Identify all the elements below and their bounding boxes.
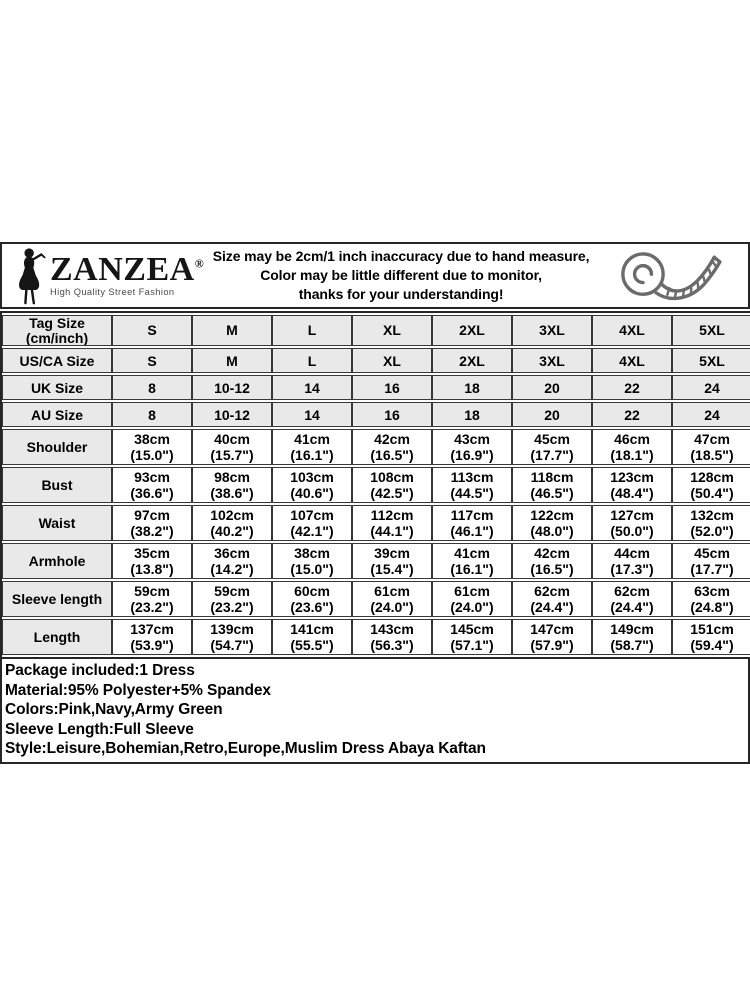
row-label-cell: Waist xyxy=(2,505,112,541)
cell-text: 141cm xyxy=(290,620,334,637)
row-label-cell: Armhole xyxy=(2,543,112,579)
cell-text: 132cm xyxy=(690,506,734,523)
size-value-cell: 18 xyxy=(432,375,512,400)
measure-value-cell xyxy=(672,581,750,617)
cell-text: US/CA Size xyxy=(19,352,95,369)
size-value-cell: 4XL xyxy=(592,348,672,373)
measure-value-cell xyxy=(272,543,352,579)
size-value-cell: L xyxy=(272,315,352,346)
tape-block xyxy=(598,246,748,306)
cell-text: 59cm xyxy=(134,582,170,599)
size-value-cell: 10-12 xyxy=(192,402,272,427)
cell-text: (42.5") xyxy=(370,485,414,501)
cell-text: 47cm xyxy=(694,430,730,447)
cell-text: (59.4") xyxy=(690,637,734,653)
size-value-cell: 24 xyxy=(672,375,750,400)
brand-name: ZANZEA® xyxy=(50,251,205,289)
cell-text: (40.6") xyxy=(290,485,334,501)
measure-value-cell xyxy=(432,581,512,617)
cell-text: (46.1") xyxy=(450,523,494,539)
cell-text: (14.2") xyxy=(210,561,254,577)
cell-text: (54.7") xyxy=(210,637,254,653)
size-table xyxy=(0,311,750,659)
cell-text: (16.5") xyxy=(370,447,414,463)
cell-text: (23.2") xyxy=(130,599,174,615)
cell-text: Tag Size xyxy=(29,315,85,331)
size-value-cell: 5XL xyxy=(672,348,750,373)
cell-text: (53.9") xyxy=(130,637,174,653)
notice-line-1: Size may be 2cm/1 inch inaccuracy due to hand measure, xyxy=(212,248,590,264)
cell-text: (17.7") xyxy=(690,561,734,577)
measure-value-cell xyxy=(192,505,272,541)
product-details xyxy=(0,659,750,764)
measure-value-cell xyxy=(592,581,672,617)
cell-text: (46.5") xyxy=(530,485,574,501)
cell-text: 128cm xyxy=(690,468,734,485)
measure-value-cell xyxy=(592,505,672,541)
measure-table-row xyxy=(2,543,750,579)
size-table-row xyxy=(2,402,750,427)
cell-text: 39cm xyxy=(374,544,410,561)
measure-value-cell xyxy=(512,505,592,541)
cell-text: (58.7") xyxy=(610,637,654,653)
cell-text: 45cm xyxy=(534,430,570,447)
size-value-cell: 3XL xyxy=(512,348,592,373)
measure-value-cell xyxy=(192,581,272,617)
size-value-cell: 3XL xyxy=(512,315,592,346)
size-value-cell: S xyxy=(112,348,192,373)
measure-value-cell xyxy=(432,505,512,541)
cell-text: (52.0") xyxy=(690,523,734,539)
cell-text: (44.5") xyxy=(450,485,494,501)
cell-text: (16.5") xyxy=(530,561,574,577)
cell-text: 41cm xyxy=(454,544,490,561)
registered-mark: ® xyxy=(194,257,205,272)
measure-table-row xyxy=(2,505,750,541)
product-detail-line: Material:95% Polyester+5% Spandex xyxy=(5,681,271,699)
cell-text: 40cm xyxy=(214,430,250,447)
header-notice-box xyxy=(0,242,750,309)
size-value-cell: 18 xyxy=(432,402,512,427)
cell-text: 38cm xyxy=(134,430,170,447)
cell-text: 147cm xyxy=(530,620,574,637)
cell-text: 117cm xyxy=(450,506,494,523)
cell-text: 107cm xyxy=(290,506,334,523)
cell-text: (57.1") xyxy=(450,637,494,653)
cell-text: (17.7") xyxy=(530,447,574,463)
cell-text: 139cm xyxy=(210,620,254,637)
size-value-cell: 14 xyxy=(272,375,352,400)
row-label-cell: Sleeve length xyxy=(2,581,112,617)
cell-text: 42cm xyxy=(534,544,570,561)
cell-text: UK Size xyxy=(30,379,84,396)
cell-text: 46cm xyxy=(614,430,650,447)
cell-text: 143cm xyxy=(370,620,414,637)
cell-text: 45cm xyxy=(694,544,730,561)
product-detail-line: Style:Leisure,Bohemian,Retro,Europe,Muslim Dress Abaya Kaftan xyxy=(5,740,486,758)
cell-text: (48.0") xyxy=(530,523,574,539)
cell-text: 61cm xyxy=(454,582,490,599)
measure-value-cell xyxy=(672,619,750,655)
measure-value-cell xyxy=(272,619,352,655)
cell-text: 41cm xyxy=(294,430,330,447)
cell-text: (36.6") xyxy=(130,485,174,501)
measure-value-cell xyxy=(112,505,192,541)
measure-value-cell xyxy=(672,543,750,579)
notice-line-3: thanks for your understanding! xyxy=(298,286,504,302)
size-value-cell: 22 xyxy=(592,402,672,427)
product-detail-line: Sleeve Length:Full Sleeve xyxy=(5,720,194,738)
row-label-cell xyxy=(2,375,112,400)
measure-value-cell xyxy=(352,505,432,541)
brand-logo-text xyxy=(50,253,204,297)
product-detail-line: Colors:Pink,Navy,Army Green xyxy=(5,701,223,719)
cell-text: (17.3") xyxy=(610,561,654,577)
measure-value-cell xyxy=(432,543,512,579)
row-label-cell: Length xyxy=(2,619,112,655)
cell-text: (23.6") xyxy=(290,599,334,615)
cell-text: (38.6") xyxy=(210,485,254,501)
size-value-cell: 14 xyxy=(272,402,352,427)
cell-text: 44cm xyxy=(614,544,650,561)
measure-value-cell xyxy=(672,505,750,541)
measure-value-cell xyxy=(352,429,432,465)
cell-text: (56.3") xyxy=(370,637,414,653)
cell-text: (50.4") xyxy=(690,485,734,501)
cell-text: (40.2") xyxy=(210,523,254,539)
measure-value-cell xyxy=(112,429,192,465)
cell-text: 102cm xyxy=(210,506,254,523)
size-table-row xyxy=(2,315,750,346)
size-value-cell: 8 xyxy=(112,375,192,400)
row-label-cell: Shoulder xyxy=(2,429,112,465)
size-value-cell: 2XL xyxy=(432,348,512,373)
notice-text xyxy=(204,247,598,304)
measure-value-cell xyxy=(112,467,192,503)
measure-value-cell xyxy=(272,505,352,541)
cell-text: (24.8") xyxy=(690,599,734,615)
cell-text: (23.2") xyxy=(210,599,254,615)
cell-text: 93cm xyxy=(134,468,170,485)
cell-text: (16.1") xyxy=(450,561,494,577)
measure-value-cell xyxy=(512,543,592,579)
cell-text: 38cm xyxy=(294,544,330,561)
size-value-cell: XL xyxy=(352,315,432,346)
cell-text: 112cm xyxy=(370,506,414,523)
cell-text: (15.0") xyxy=(290,561,334,577)
cell-text: 137cm xyxy=(130,620,174,637)
cell-text: (24.4") xyxy=(530,599,574,615)
table-wrap xyxy=(0,311,750,764)
measure-value-cell xyxy=(192,619,272,655)
size-value-cell: M xyxy=(192,348,272,373)
cell-text: 62cm xyxy=(614,582,650,599)
cell-text: (44.1") xyxy=(370,523,414,539)
row-label-cell xyxy=(2,402,112,427)
cell-text: 59cm xyxy=(214,582,250,599)
size-value-cell: 20 xyxy=(512,402,592,427)
measure-value-cell xyxy=(352,467,432,503)
cell-text: 63cm xyxy=(694,582,730,599)
size-table-row xyxy=(2,375,750,400)
cell-text: 98cm xyxy=(214,468,250,485)
brand-tagline: High Quality Street Fashion xyxy=(50,287,175,298)
cell-text: 35cm xyxy=(134,544,170,561)
size-table-row xyxy=(2,348,750,373)
measure-value-cell xyxy=(512,581,592,617)
measure-table-row xyxy=(2,581,750,617)
cell-text: (cm/inch) xyxy=(25,329,89,346)
measure-value-cell xyxy=(432,619,512,655)
measure-value-cell xyxy=(432,429,512,465)
size-value-cell: M xyxy=(192,315,272,346)
measure-table-row xyxy=(2,429,750,465)
measure-value-cell xyxy=(112,543,192,579)
cell-text: (13.8") xyxy=(130,561,174,577)
cell-text: 43cm xyxy=(454,430,490,447)
size-value-cell: 22 xyxy=(592,375,672,400)
size-value-cell: 16 xyxy=(352,375,432,400)
size-value-cell: 8 xyxy=(112,402,192,427)
cell-text: (24.0") xyxy=(370,599,414,615)
cell-text: 97cm xyxy=(134,506,170,523)
measure-value-cell xyxy=(432,467,512,503)
cell-text: 103cm xyxy=(290,468,334,485)
cell-text: 62cm xyxy=(534,582,570,599)
cell-text: (48.4") xyxy=(610,485,654,501)
cell-text: 118cm xyxy=(530,468,574,485)
woman-silhouette-icon xyxy=(14,247,48,305)
measure-value-cell xyxy=(272,429,352,465)
size-value-cell: 2XL xyxy=(432,315,512,346)
cell-text: 108cm xyxy=(370,468,414,485)
size-value-cell: L xyxy=(272,348,352,373)
cell-text: 36cm xyxy=(214,544,250,561)
cell-text: (50.0") xyxy=(610,523,654,539)
cell-text: (15.0") xyxy=(130,447,174,463)
measure-value-cell xyxy=(112,619,192,655)
cell-text: (16.1") xyxy=(290,447,334,463)
cell-text: 60cm xyxy=(294,582,330,599)
cell-text: (18.5") xyxy=(690,447,734,463)
notice-line-2: Color may be little different due to monitor, xyxy=(260,267,542,283)
measure-value-cell xyxy=(512,619,592,655)
measure-value-cell xyxy=(512,429,592,465)
measure-value-cell xyxy=(192,543,272,579)
cell-text: 123cm xyxy=(610,468,654,485)
size-value-cell: 16 xyxy=(352,402,432,427)
measure-table-row xyxy=(2,619,750,655)
cell-text: (24.0") xyxy=(450,599,494,615)
cell-text: (57.9") xyxy=(530,637,574,653)
measure-value-cell xyxy=(192,467,272,503)
measure-value-cell xyxy=(272,581,352,617)
measure-value-cell xyxy=(592,619,672,655)
cell-text: (24.4") xyxy=(610,599,654,615)
measure-value-cell xyxy=(112,581,192,617)
measure-value-cell xyxy=(352,581,432,617)
cell-text: 61cm xyxy=(374,582,410,599)
measuring-tape-icon xyxy=(609,246,737,306)
measure-value-cell xyxy=(592,429,672,465)
size-value-cell: 10-12 xyxy=(192,375,272,400)
cell-text: 42cm xyxy=(374,430,410,447)
measure-value-cell xyxy=(592,467,672,503)
measure-value-cell xyxy=(512,467,592,503)
row-label-cell xyxy=(2,348,112,373)
measure-value-cell xyxy=(672,467,750,503)
measure-value-cell xyxy=(352,543,432,579)
cell-text: 145cm xyxy=(450,620,494,637)
measure-value-cell xyxy=(272,467,352,503)
cell-text: (18.1") xyxy=(610,447,654,463)
brand-logo xyxy=(2,247,204,305)
size-value-cell: 4XL xyxy=(592,315,672,346)
size-value-cell: 20 xyxy=(512,375,592,400)
cell-text: (55.5") xyxy=(290,637,334,653)
cell-text: 113cm xyxy=(450,468,494,485)
cell-text: (15.7") xyxy=(210,447,254,463)
size-value-cell: 24 xyxy=(672,402,750,427)
row-label-cell: Bust xyxy=(2,467,112,503)
cell-text: (38.2") xyxy=(130,523,174,539)
measure-value-cell xyxy=(672,429,750,465)
measure-table-row xyxy=(2,467,750,503)
measure-value-cell xyxy=(192,429,272,465)
cell-text: AU Size xyxy=(30,406,84,423)
size-value-cell: XL xyxy=(352,348,432,373)
product-detail-line: Package included:1 Dress xyxy=(5,662,195,679)
cell-text: (15.4") xyxy=(370,561,414,577)
measure-value-cell xyxy=(592,543,672,579)
measure-value-cell xyxy=(352,619,432,655)
cell-text: 122cm xyxy=(530,506,574,523)
cell-text: 127cm xyxy=(610,506,654,523)
cell-text: (16.9") xyxy=(450,447,494,463)
row-label-cell xyxy=(2,315,112,346)
cell-text: (42.1") xyxy=(290,523,334,539)
size-value-cell: 5XL xyxy=(672,315,750,346)
cell-text: 151cm xyxy=(690,620,734,637)
cell-text: 149cm xyxy=(610,620,654,637)
size-value-cell: S xyxy=(112,315,192,346)
